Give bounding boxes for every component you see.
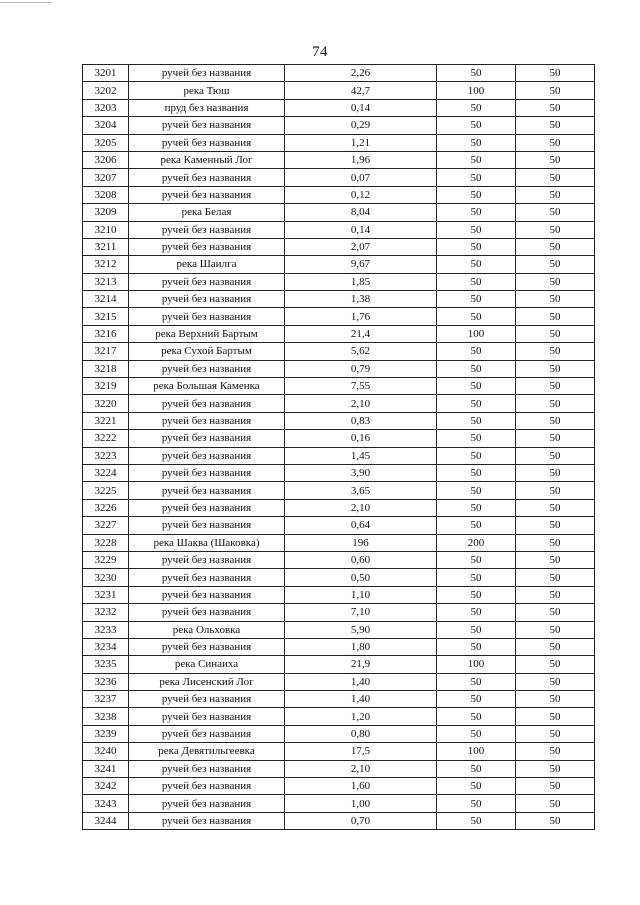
table-row: [83, 256, 595, 273]
length-cell: 17,5: [285, 743, 437, 760]
coastal-strip-cell: 50: [516, 795, 595, 812]
protection-zone-cell: 50: [437, 430, 516, 447]
length-cell: 0,80: [285, 725, 437, 742]
coastal-strip-cell: 50: [516, 273, 595, 290]
coastal-strip-cell: 50: [516, 499, 595, 516]
coastal-strip-cell: 50: [516, 395, 595, 412]
length-cell: 1,20: [285, 708, 437, 725]
table-row: [83, 708, 595, 725]
protection-zone-cell: 50: [437, 134, 516, 151]
water-body-name-cell: ручей без названия: [129, 725, 285, 742]
row-number-cell: 3204: [83, 117, 129, 134]
table-row: [83, 238, 595, 255]
table-row: [83, 412, 595, 429]
table-row: [83, 604, 595, 621]
table-row: [83, 82, 595, 99]
length-cell: 42,7: [285, 82, 437, 99]
row-number-cell: 3227: [83, 517, 129, 534]
row-number-cell: 3208: [83, 186, 129, 203]
row-number-cell: 3213: [83, 273, 129, 290]
table-row: [83, 517, 595, 534]
length-cell: 21,9: [285, 656, 437, 673]
length-cell: 0,79: [285, 360, 437, 377]
table-row: [83, 743, 595, 760]
protection-zone-cell: 50: [437, 708, 516, 725]
water-body-name-cell: ручей без названия: [129, 778, 285, 795]
coastal-strip-cell: 50: [516, 308, 595, 325]
length-cell: 0,60: [285, 551, 437, 568]
length-cell: 1,96: [285, 151, 437, 168]
table-row: [83, 221, 595, 238]
protection-zone-cell: 200: [437, 534, 516, 551]
table-row: [83, 291, 595, 308]
table-row: [83, 778, 595, 795]
length-cell: 0,70: [285, 812, 437, 829]
table-row: [83, 691, 595, 708]
length-cell: 5,62: [285, 343, 437, 360]
table-row: [83, 325, 595, 342]
protection-zone-cell: 50: [437, 604, 516, 621]
length-cell: 3,65: [285, 482, 437, 499]
coastal-strip-cell: 50: [516, 464, 595, 481]
coastal-strip-cell: 50: [516, 743, 595, 760]
length-cell: 1,80: [285, 638, 437, 655]
row-number-cell: 3239: [83, 725, 129, 742]
protection-zone-cell: 50: [437, 795, 516, 812]
water-body-name-cell: ручей без названия: [129, 691, 285, 708]
water-body-name-cell: ручей без названия: [129, 65, 285, 82]
row-number-cell: 3201: [83, 65, 129, 82]
protection-zone-cell: 50: [437, 673, 516, 690]
coastal-strip-cell: 50: [516, 430, 595, 447]
coastal-strip-cell: 50: [516, 360, 595, 377]
water-body-name-cell: ручей без названия: [129, 638, 285, 655]
protection-zone-cell: 50: [437, 151, 516, 168]
coastal-strip-cell: 50: [516, 551, 595, 568]
row-number-cell: 3225: [83, 482, 129, 499]
row-number-cell: 3212: [83, 256, 129, 273]
water-bodies-table: [82, 64, 595, 830]
water-body-name-cell: ручей без названия: [129, 447, 285, 464]
protection-zone-cell: 50: [437, 482, 516, 499]
water-body-name-cell: пруд без названия: [129, 99, 285, 116]
water-body-name-cell: ручей без названия: [129, 169, 285, 186]
length-cell: 196: [285, 534, 437, 551]
water-body-name-cell: река Шаква (Шаковка): [129, 534, 285, 551]
water-body-name-cell: ручей без названия: [129, 604, 285, 621]
coastal-strip-cell: 50: [516, 204, 595, 221]
water-body-name-cell: ручей без названия: [129, 186, 285, 203]
coastal-strip-cell: 50: [516, 569, 595, 586]
protection-zone-cell: 50: [437, 621, 516, 638]
row-number-cell: 3244: [83, 812, 129, 829]
water-body-name-cell: ручей без названия: [129, 291, 285, 308]
length-cell: 0,07: [285, 169, 437, 186]
coastal-strip-cell: 50: [516, 621, 595, 638]
row-number-cell: 3214: [83, 291, 129, 308]
protection-zone-cell: 50: [437, 221, 516, 238]
row-number-cell: 3211: [83, 238, 129, 255]
protection-zone-cell: 50: [437, 238, 516, 255]
water-body-name-cell: река Шаилга: [129, 256, 285, 273]
protection-zone-cell: 50: [437, 360, 516, 377]
length-cell: 1,40: [285, 691, 437, 708]
table-row: [83, 186, 595, 203]
coastal-strip-cell: 50: [516, 65, 595, 82]
protection-zone-cell: 50: [437, 638, 516, 655]
row-number-cell: 3218: [83, 360, 129, 377]
row-number-cell: 3209: [83, 204, 129, 221]
table-row: [83, 534, 595, 551]
coastal-strip-cell: 50: [516, 221, 595, 238]
coastal-strip-cell: 50: [516, 691, 595, 708]
table-row: [83, 134, 595, 151]
protection-zone-cell: 50: [437, 308, 516, 325]
protection-zone-cell: 50: [437, 760, 516, 777]
protection-zone-cell: 50: [437, 551, 516, 568]
row-number-cell: 3229: [83, 551, 129, 568]
protection-zone-cell: 50: [437, 117, 516, 134]
table-row: [83, 551, 595, 568]
table-row: [83, 360, 595, 377]
table-row: [83, 621, 595, 638]
protection-zone-cell: 50: [437, 517, 516, 534]
length-cell: 0,50: [285, 569, 437, 586]
length-cell: 0,14: [285, 221, 437, 238]
protection-zone-cell: 50: [437, 204, 516, 221]
coastal-strip-cell: 50: [516, 534, 595, 551]
coastal-strip-cell: 50: [516, 325, 595, 342]
water-body-name-cell: ручей без названия: [129, 760, 285, 777]
table-row: [83, 725, 595, 742]
water-body-name-cell: ручей без названия: [129, 360, 285, 377]
table-row: [83, 117, 595, 134]
protection-zone-cell: 50: [437, 169, 516, 186]
row-number-cell: 3236: [83, 673, 129, 690]
row-number-cell: 3207: [83, 169, 129, 186]
row-number-cell: 3220: [83, 395, 129, 412]
table-row: [83, 395, 595, 412]
table-row: [83, 795, 595, 812]
protection-zone-cell: 50: [437, 256, 516, 273]
length-cell: 21,4: [285, 325, 437, 342]
water-body-name-cell: ручей без названия: [129, 586, 285, 603]
row-number-cell: 3242: [83, 778, 129, 795]
protection-zone-cell: 50: [437, 691, 516, 708]
protection-zone-cell: 100: [437, 743, 516, 760]
water-body-name-cell: ручей без названия: [129, 430, 285, 447]
length-cell: 1,76: [285, 308, 437, 325]
coastal-strip-cell: 50: [516, 134, 595, 151]
coastal-strip-cell: 50: [516, 604, 595, 621]
length-cell: 1,10: [285, 586, 437, 603]
water-body-name-cell: ручей без названия: [129, 795, 285, 812]
water-body-name-cell: река Девятильгеевка: [129, 743, 285, 760]
length-cell: 1,21: [285, 134, 437, 151]
coastal-strip-cell: 50: [516, 256, 595, 273]
coastal-strip-cell: 50: [516, 517, 595, 534]
coastal-strip-cell: 50: [516, 778, 595, 795]
length-cell: 2,10: [285, 760, 437, 777]
water-body-name-cell: ручей без названия: [129, 812, 285, 829]
water-body-name-cell: ручей без названия: [129, 134, 285, 151]
row-number-cell: 3203: [83, 99, 129, 116]
protection-zone-cell: 50: [437, 99, 516, 116]
coastal-strip-cell: 50: [516, 186, 595, 203]
coastal-strip-cell: 50: [516, 82, 595, 99]
coastal-strip-cell: 50: [516, 760, 595, 777]
water-body-name-cell: река Лисенский Лог: [129, 673, 285, 690]
water-body-name-cell: река Верхний Бартым: [129, 325, 285, 342]
row-number-cell: 3228: [83, 534, 129, 551]
row-number-cell: 3234: [83, 638, 129, 655]
length-cell: 0,64: [285, 517, 437, 534]
coastal-strip-cell: 50: [516, 151, 595, 168]
table-row: [83, 343, 595, 360]
water-body-name-cell: ручей без названия: [129, 273, 285, 290]
protection-zone-cell: 100: [437, 656, 516, 673]
row-number-cell: 3205: [83, 134, 129, 151]
protection-zone-cell: 50: [437, 464, 516, 481]
row-number-cell: 3232: [83, 604, 129, 621]
length-cell: 1,85: [285, 273, 437, 290]
coastal-strip-cell: 50: [516, 656, 595, 673]
water-body-name-cell: река Белая: [129, 204, 285, 221]
protection-zone-cell: 50: [437, 569, 516, 586]
length-cell: 0,14: [285, 99, 437, 116]
length-cell: 2,10: [285, 499, 437, 516]
water-body-name-cell: река Синаиха: [129, 656, 285, 673]
length-cell: 3,90: [285, 464, 437, 481]
table-row: [83, 378, 595, 395]
length-cell: 0,29: [285, 117, 437, 134]
table-row: [83, 169, 595, 186]
coastal-strip-cell: 50: [516, 238, 595, 255]
coastal-strip-cell: 50: [516, 291, 595, 308]
length-cell: 0,12: [285, 186, 437, 203]
water-body-name-cell: река Каменный Лог: [129, 151, 285, 168]
coastal-strip-cell: 50: [516, 378, 595, 395]
row-number-cell: 3216: [83, 325, 129, 342]
coastal-strip-cell: 50: [516, 343, 595, 360]
table-row: [83, 430, 595, 447]
water-body-name-cell: ручей без названия: [129, 569, 285, 586]
protection-zone-cell: 50: [437, 499, 516, 516]
table-row: [83, 65, 595, 82]
row-number-cell: 3230: [83, 569, 129, 586]
table-row: [83, 464, 595, 481]
length-cell: 2,26: [285, 65, 437, 82]
water-body-name-cell: ручей без названия: [129, 551, 285, 568]
length-cell: 1,40: [285, 673, 437, 690]
water-body-name-cell: река Ольховка: [129, 621, 285, 638]
table-row: [83, 656, 595, 673]
row-number-cell: 3233: [83, 621, 129, 638]
row-number-cell: 3241: [83, 760, 129, 777]
row-number-cell: 3202: [83, 82, 129, 99]
row-number-cell: 3221: [83, 412, 129, 429]
protection-zone-cell: 50: [437, 291, 516, 308]
coastal-strip-cell: 50: [516, 117, 595, 134]
water-body-name-cell: ручей без названия: [129, 482, 285, 499]
table-row: [83, 673, 595, 690]
water-body-name-cell: ручей без названия: [129, 499, 285, 516]
water-body-name-cell: ручей без названия: [129, 464, 285, 481]
water-body-name-cell: ручей без названия: [129, 221, 285, 238]
row-number-cell: 3219: [83, 378, 129, 395]
coastal-strip-cell: 50: [516, 812, 595, 829]
table-row: [83, 482, 595, 499]
row-number-cell: 3238: [83, 708, 129, 725]
coastal-strip-cell: 50: [516, 638, 595, 655]
protection-zone-cell: 100: [437, 325, 516, 342]
row-number-cell: 3224: [83, 464, 129, 481]
table-row: [83, 586, 595, 603]
protection-zone-cell: 50: [437, 778, 516, 795]
table-row: [83, 812, 595, 829]
length-cell: 0,83: [285, 412, 437, 429]
protection-zone-cell: 50: [437, 812, 516, 829]
table-row: [83, 569, 595, 586]
protection-zone-cell: 50: [437, 378, 516, 395]
length-cell: 9,67: [285, 256, 437, 273]
row-number-cell: 3206: [83, 151, 129, 168]
table-row: [83, 273, 595, 290]
row-number-cell: 3223: [83, 447, 129, 464]
protection-zone-cell: 50: [437, 395, 516, 412]
water-body-name-cell: ручей без названия: [129, 517, 285, 534]
protection-zone-cell: 50: [437, 343, 516, 360]
row-number-cell: 3217: [83, 343, 129, 360]
water-body-name-cell: ручей без названия: [129, 708, 285, 725]
length-cell: 0,16: [285, 430, 437, 447]
row-number-cell: 3235: [83, 656, 129, 673]
row-number-cell: 3226: [83, 499, 129, 516]
table-row: [83, 99, 595, 116]
protection-zone-cell: 100: [437, 82, 516, 99]
water-body-name-cell: река Тюш: [129, 82, 285, 99]
protection-zone-cell: 50: [437, 65, 516, 82]
table-row: [83, 204, 595, 221]
water-body-name-cell: ручей без названия: [129, 412, 285, 429]
length-cell: 1,00: [285, 795, 437, 812]
row-number-cell: 3237: [83, 691, 129, 708]
row-number-cell: 3243: [83, 795, 129, 812]
coastal-strip-cell: 50: [516, 99, 595, 116]
water-body-name-cell: ручей без названия: [129, 308, 285, 325]
table-body: [83, 65, 595, 830]
water-body-name-cell: река Сухой Бартым: [129, 343, 285, 360]
page-number: 74: [312, 44, 328, 60]
protection-zone-cell: 50: [437, 586, 516, 603]
table-row: [83, 151, 595, 168]
length-cell: 1,38: [285, 291, 437, 308]
row-number-cell: 3231: [83, 586, 129, 603]
protection-zone-cell: 50: [437, 186, 516, 203]
water-body-name-cell: ручей без названия: [129, 238, 285, 255]
coastal-strip-cell: 50: [516, 708, 595, 725]
length-cell: 5,90: [285, 621, 437, 638]
coastal-strip-cell: 50: [516, 482, 595, 499]
length-cell: 1,60: [285, 778, 437, 795]
length-cell: 2,07: [285, 238, 437, 255]
table-row: [83, 638, 595, 655]
table-row: [83, 760, 595, 777]
protection-zone-cell: 50: [437, 273, 516, 290]
length-cell: 1,45: [285, 447, 437, 464]
length-cell: 7,10: [285, 604, 437, 621]
scan-edge-mark: [0, 2, 52, 3]
length-cell: 7,55: [285, 378, 437, 395]
protection-zone-cell: 50: [437, 447, 516, 464]
protection-zone-cell: 50: [437, 725, 516, 742]
row-number-cell: 3215: [83, 308, 129, 325]
table-row: [83, 499, 595, 516]
water-body-name-cell: ручей без названия: [129, 395, 285, 412]
coastal-strip-cell: 50: [516, 673, 595, 690]
coastal-strip-cell: 50: [516, 586, 595, 603]
protection-zone-cell: 50: [437, 412, 516, 429]
row-number-cell: 3210: [83, 221, 129, 238]
length-cell: 8,04: [285, 204, 437, 221]
coastal-strip-cell: 50: [516, 169, 595, 186]
length-cell: 2,10: [285, 395, 437, 412]
water-body-name-cell: река Большая Каменка: [129, 378, 285, 395]
coastal-strip-cell: 50: [516, 412, 595, 429]
coastal-strip-cell: 50: [516, 725, 595, 742]
table-row: [83, 308, 595, 325]
table-row: [83, 447, 595, 464]
row-number-cell: 3222: [83, 430, 129, 447]
coastal-strip-cell: 50: [516, 447, 595, 464]
water-body-name-cell: ручей без названия: [129, 117, 285, 134]
row-number-cell: 3240: [83, 743, 129, 760]
